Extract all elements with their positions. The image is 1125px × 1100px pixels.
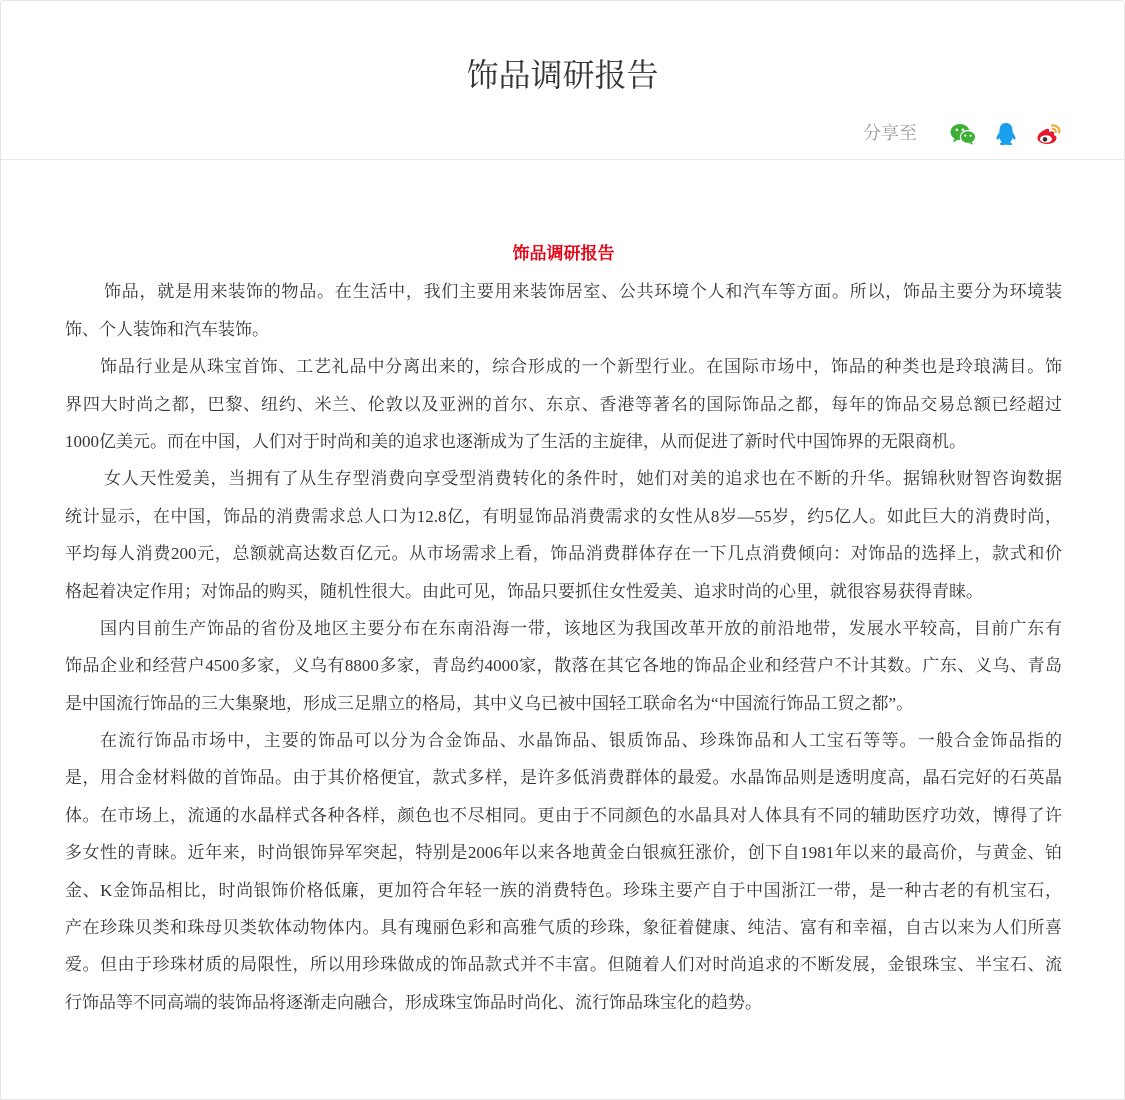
share-label: 分享至: [863, 123, 917, 144]
paragraph-line: 界四大时尚之都，巴黎、纽约、米兰、伦敦以及亚洲的首尔、东京、香港等著名的国际饰品之都，每年的饰品交易总额已经超过: [65, 394, 1062, 414]
paragraph-line: 统计显示，在中国，饰品的消费需求总人口为12.8亿，有明显饰品消费需求的女性从8岁—55岁，约5亿人。如此巨大的消费时尚，: [65, 506, 1062, 526]
paragraph-line: 爱。但由于珍珠材质的局限性，所以用珍珠做成的饰品款式并不丰富。但随着人们对时尚追求的不断发展，金银珠宝、半宝石、流: [65, 955, 1062, 975]
paragraph-line: 在流行饰品市场中，主要的饰品可以分为合金饰品、水晶饰品、银质饰品、珍珠饰品和人工宝石等等。一般合金饰品指的: [100, 731, 1062, 751]
paragraph-line: 平均每人消费200元，总额就高达数百亿元。从市场需求上看，饰品消费群体存在一下几点消费倾向：对饰品的选择上，款式和价: [65, 544, 1062, 564]
paragraph: [65, 348, 1062, 460]
paragraph: [65, 610, 1062, 722]
paragraph-line: 女人天性爱美，当拥有了从生存型消费向享受型消费转化的条件时，她们对美的追求也在不断的升华。据锦秋财智咨询数据: [104, 469, 1062, 489]
qq-icon: [995, 122, 1017, 146]
page-title: 饰品调研报告: [466, 56, 659, 94]
paragraph-line: 金、K金饰品相比，时尚银饰价格低廉，更加符合年轻一族的消费特色。珍珠主要产自于中国浙江一带，是一种古老的有机宝石，: [65, 880, 1062, 900]
share-weibo-button[interactable]: [1036, 123, 1062, 145]
paragraph-line: 体。在市场上，流通的水晶样式各种各样，颜色也不尽相同。更由于不同颜色的水晶具对人体具有不同的辅助医疗功效，博得了许: [65, 805, 1062, 825]
paragraph-line: 是，用合金材料做的首饰品。由于其价格便宜，款式多样，是许多低消费群体的最爱。水晶饰品则是透明度高，晶石完好的石英晶: [65, 768, 1062, 788]
paragraph-line: 国内目前生产饰品的省份及地区主要分布在东南沿海一带，该地区为我国改革开放的前沿地带，发展水平较高，目前广东有: [100, 618, 1062, 638]
paragraph-line: 产在珍珠贝类和珠母贝类软体动物体内。具有瑰丽色彩和高雅气质的珍珠，象征着健康、纯洁、富有和幸福，自古以来为人们所喜: [65, 918, 1062, 938]
paragraph-line: 行饰品等不同高端的装饰品将逐渐走向融合，形成珠宝饰品时尚化、流行饰品珠宝化的趋势。: [65, 992, 762, 1012]
paragraph-line: 格起着决定作用；对饰品的购买，随机性很大。由此可见，饰品只要抓住女性爱美、追求时尚的心里，就很容易获得青睐。: [65, 581, 983, 601]
paragraph-line: 饰品行业是从珠宝首饰、工艺礼品中分离出来的，综合形成的一个新型行业。在国际市场中，饰品的种类也是玲琅满目。饰: [100, 357, 1062, 377]
paragraph-line: 是中国流行饰品的三大集聚地，形成三足鼎立的格局，其中义乌已被中国轻工联命名为“中国流行饰品工贸之都”。: [65, 693, 914, 713]
article-heading: 饰品调研报告: [512, 244, 615, 264]
paragraph-line: 饰品企业和经营户4500多家，义乌有8800多家，青岛约4000家，散落在其它各地的饰品企业和经营户不计其数。广东、义乌、青岛: [65, 656, 1062, 676]
weibo-icon: [1036, 123, 1062, 145]
paragraph-line: 饰品，就是用来装饰的物品。在生活中，我们主要用来装饰居室、公共环境个人和汽车等方面。所以，饰品主要分为环境装: [104, 282, 1062, 302]
paragraph-line: 多女性的青睐。近年来，时尚银饰异军突起，特别是2006年以来各地黄金白银疯狂涨价，创下自1981年以来的最高价，与黄金、铂: [65, 843, 1062, 863]
paragraph: [65, 273, 1062, 348]
share-qq-button[interactable]: [995, 122, 1017, 146]
paragraph-line: 饰、个人装饰和汽车装饰。: [65, 319, 269, 339]
paragraph-line: 1000亿美元。而在中国，人们对于时尚和美的追求也逐渐成为了生活的主旋律，从而促进了新时代中国饰界的无限商机。: [65, 431, 966, 451]
paragraph: [65, 460, 1062, 610]
wechat-icon: [950, 123, 976, 145]
article-body: [1, 160, 1124, 1021]
article-header: [1, 1, 1124, 160]
paragraph: [65, 722, 1062, 1021]
share-wechat-button[interactable]: [950, 123, 976, 145]
share-bar: [863, 121, 1062, 147]
